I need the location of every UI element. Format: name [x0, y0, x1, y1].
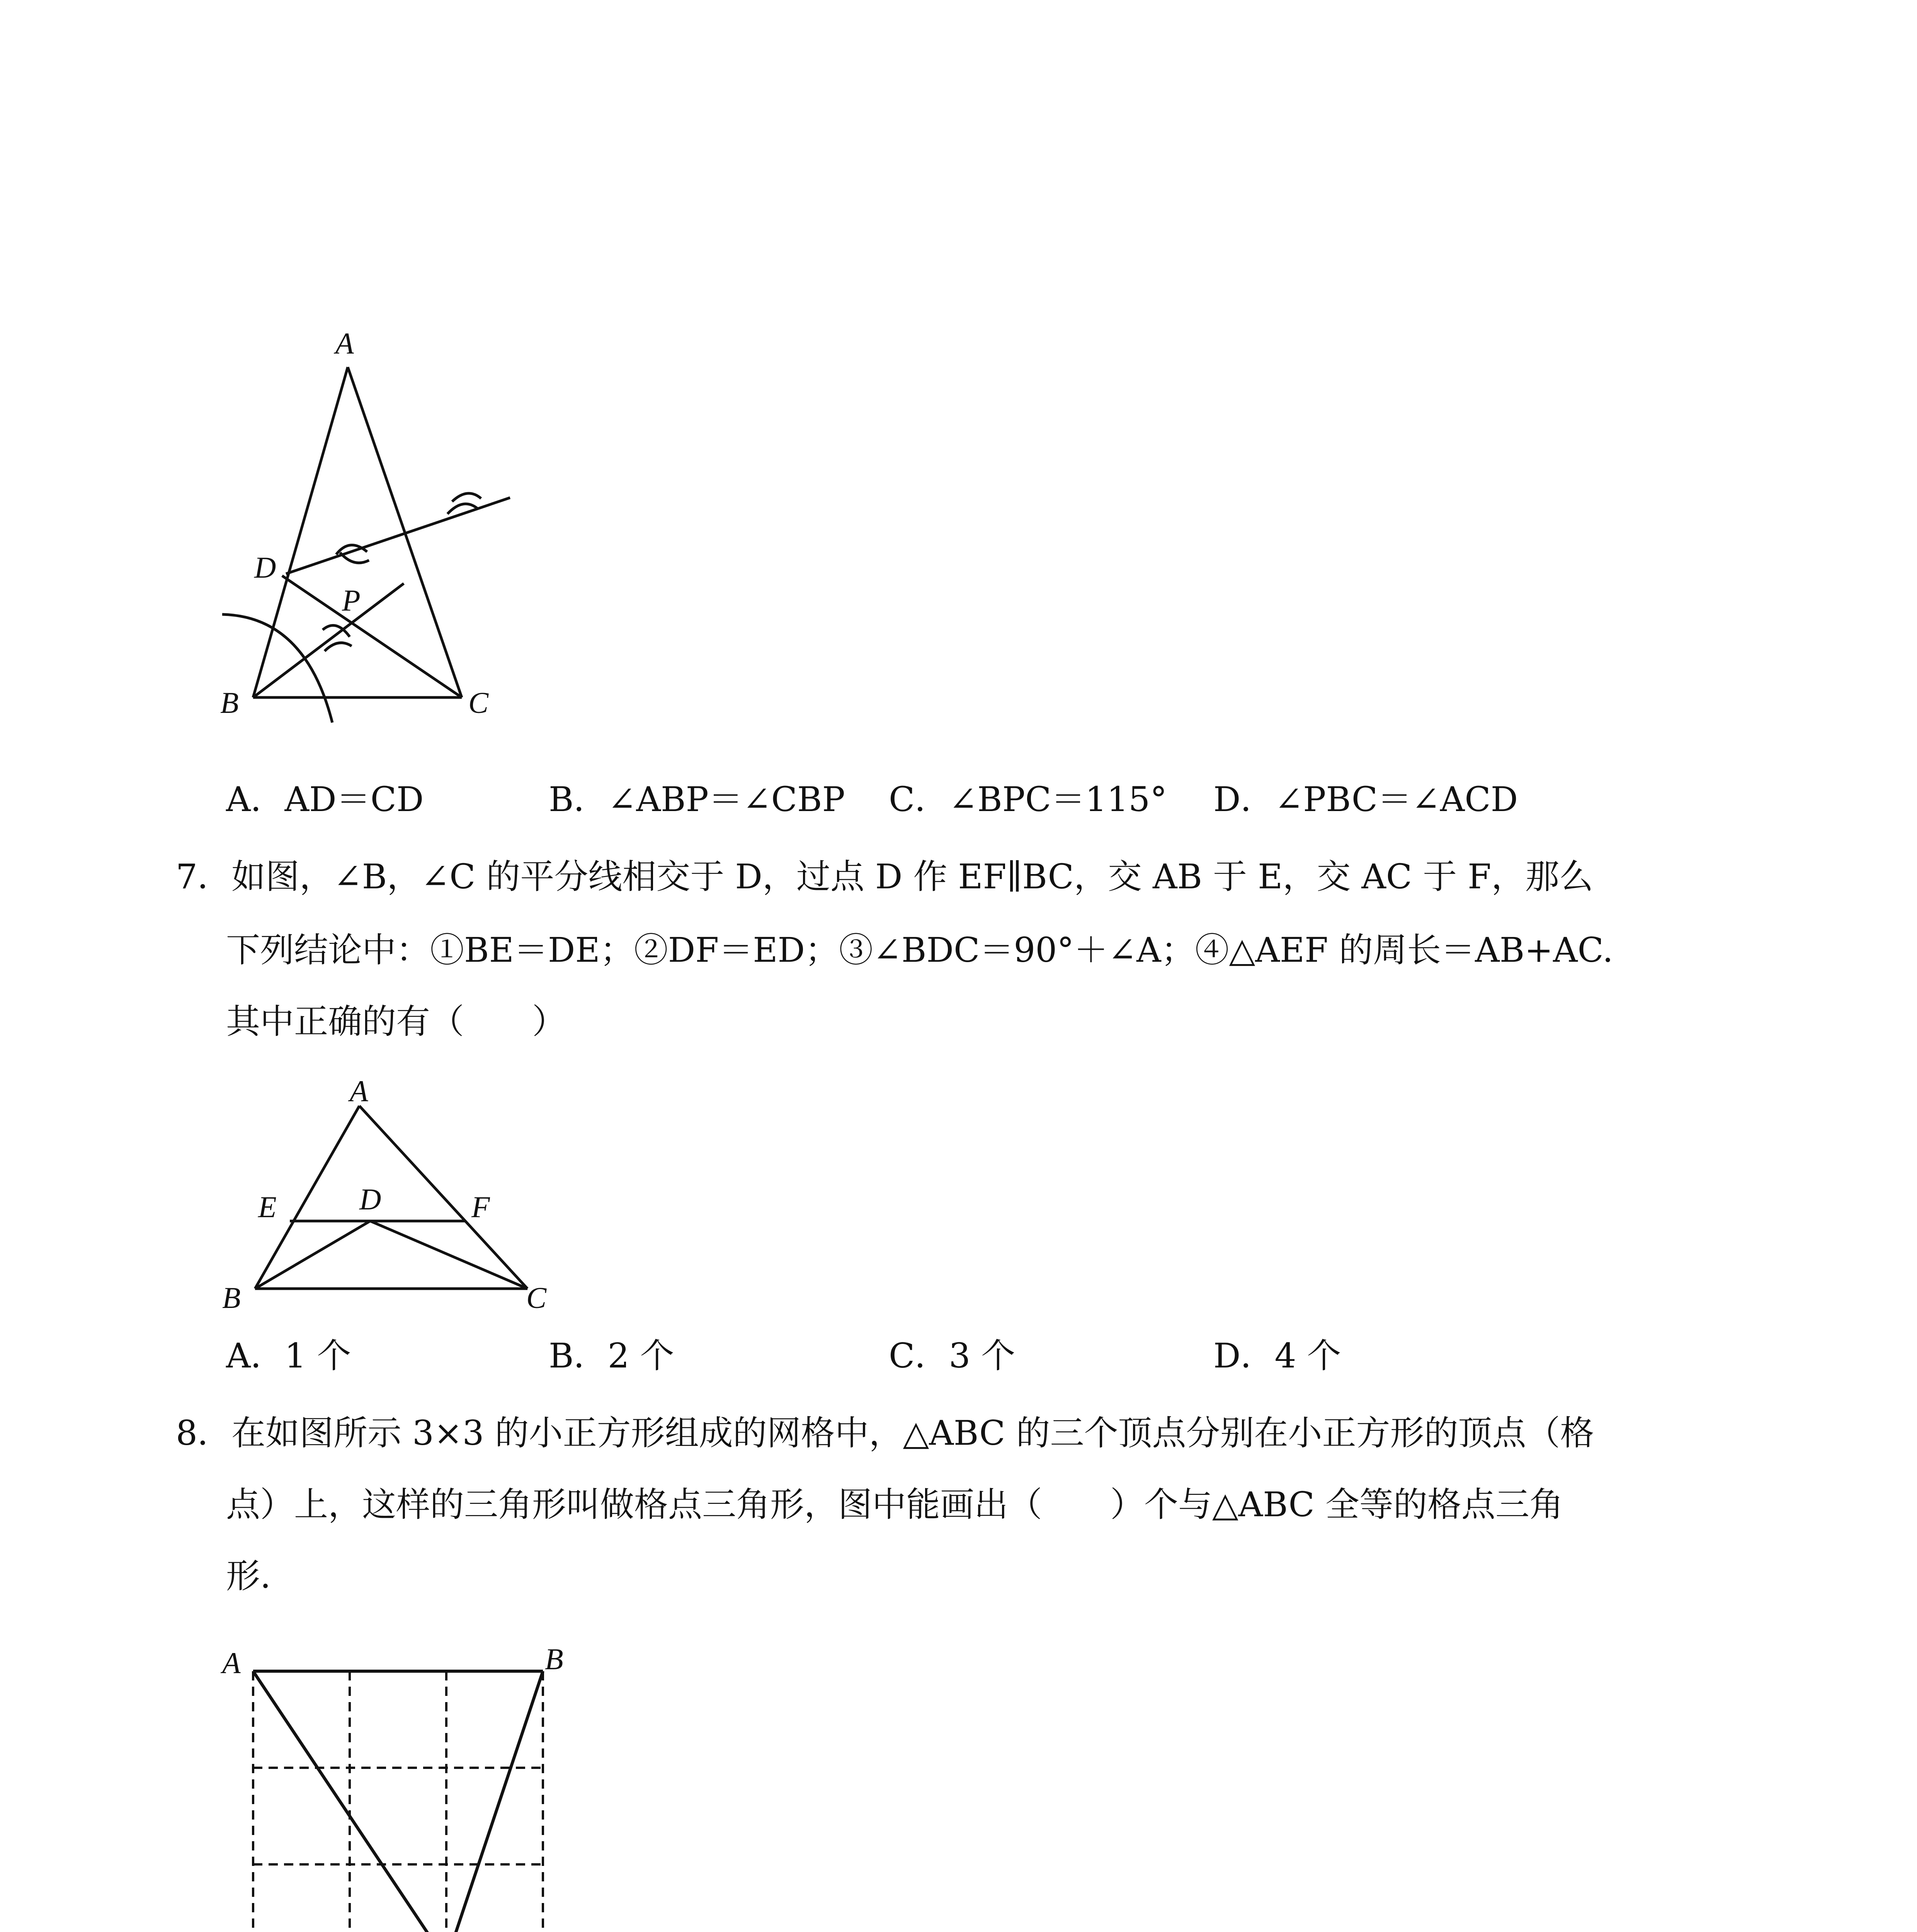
label-b: B	[222, 1281, 241, 1315]
label-p: P	[342, 583, 361, 617]
triangle-side-bc	[446, 1671, 543, 1932]
q6-option-b[interactable]: B．∠ABP＝∠CBP	[549, 779, 845, 819]
q7-stem-line1: 7．如图，∠B，∠C 的平分线相交于 D，过点 D 作 EF∥BC，交 AB 于 E，交 AC 于 F，那么	[176, 857, 1594, 896]
q6-option-a[interactable]: A．AD＝CD	[226, 779, 424, 819]
label-c: C	[468, 686, 489, 719]
label-b: B	[220, 686, 239, 719]
label-d: D	[254, 551, 276, 584]
q6-option-d[interactable]: D．∠PBC＝∠ACD	[1213, 779, 1518, 819]
q8-stem-line1: 8．在如图所示 3×3 的小正方形组成的网格中，△ABC 的三个顶点分别在小正方形的顶点（格	[176, 1413, 1594, 1453]
label-b: B	[545, 1642, 563, 1676]
label-e: E	[258, 1190, 277, 1224]
q7-stem-line3: 其中正确的有（ ）	[226, 1002, 566, 1041]
label-f: F	[471, 1190, 490, 1224]
q7-option-c[interactable]: C．3 个	[889, 1336, 1015, 1376]
q8-stem-line3: 形.	[226, 1556, 271, 1596]
q7-option-b[interactable]: B．2 个	[549, 1336, 674, 1376]
q6-option-c[interactable]: C．∠BPC＝115°	[889, 779, 1167, 819]
q7-stem-line2: 下列结论中：①BE＝DE；②DF＝ED；③∠BDC＝90°＋∠A；④△AEF 的周长＝AB+AC.	[226, 930, 1613, 970]
label-d: D	[359, 1182, 381, 1216]
label-c: C	[526, 1281, 547, 1315]
label-a: A	[222, 1646, 241, 1680]
label-a: A	[335, 327, 354, 360]
label-a: A	[350, 1074, 368, 1108]
q7-option-a[interactable]: A．1 个	[226, 1336, 351, 1376]
q7-option-d[interactable]: D．4 个	[1213, 1336, 1341, 1376]
q8-stem-line2: 点）上，这样的三角形叫做格点三角形，图中能画出（ ）个与△ABC 全等的格点三角	[226, 1485, 1563, 1524]
